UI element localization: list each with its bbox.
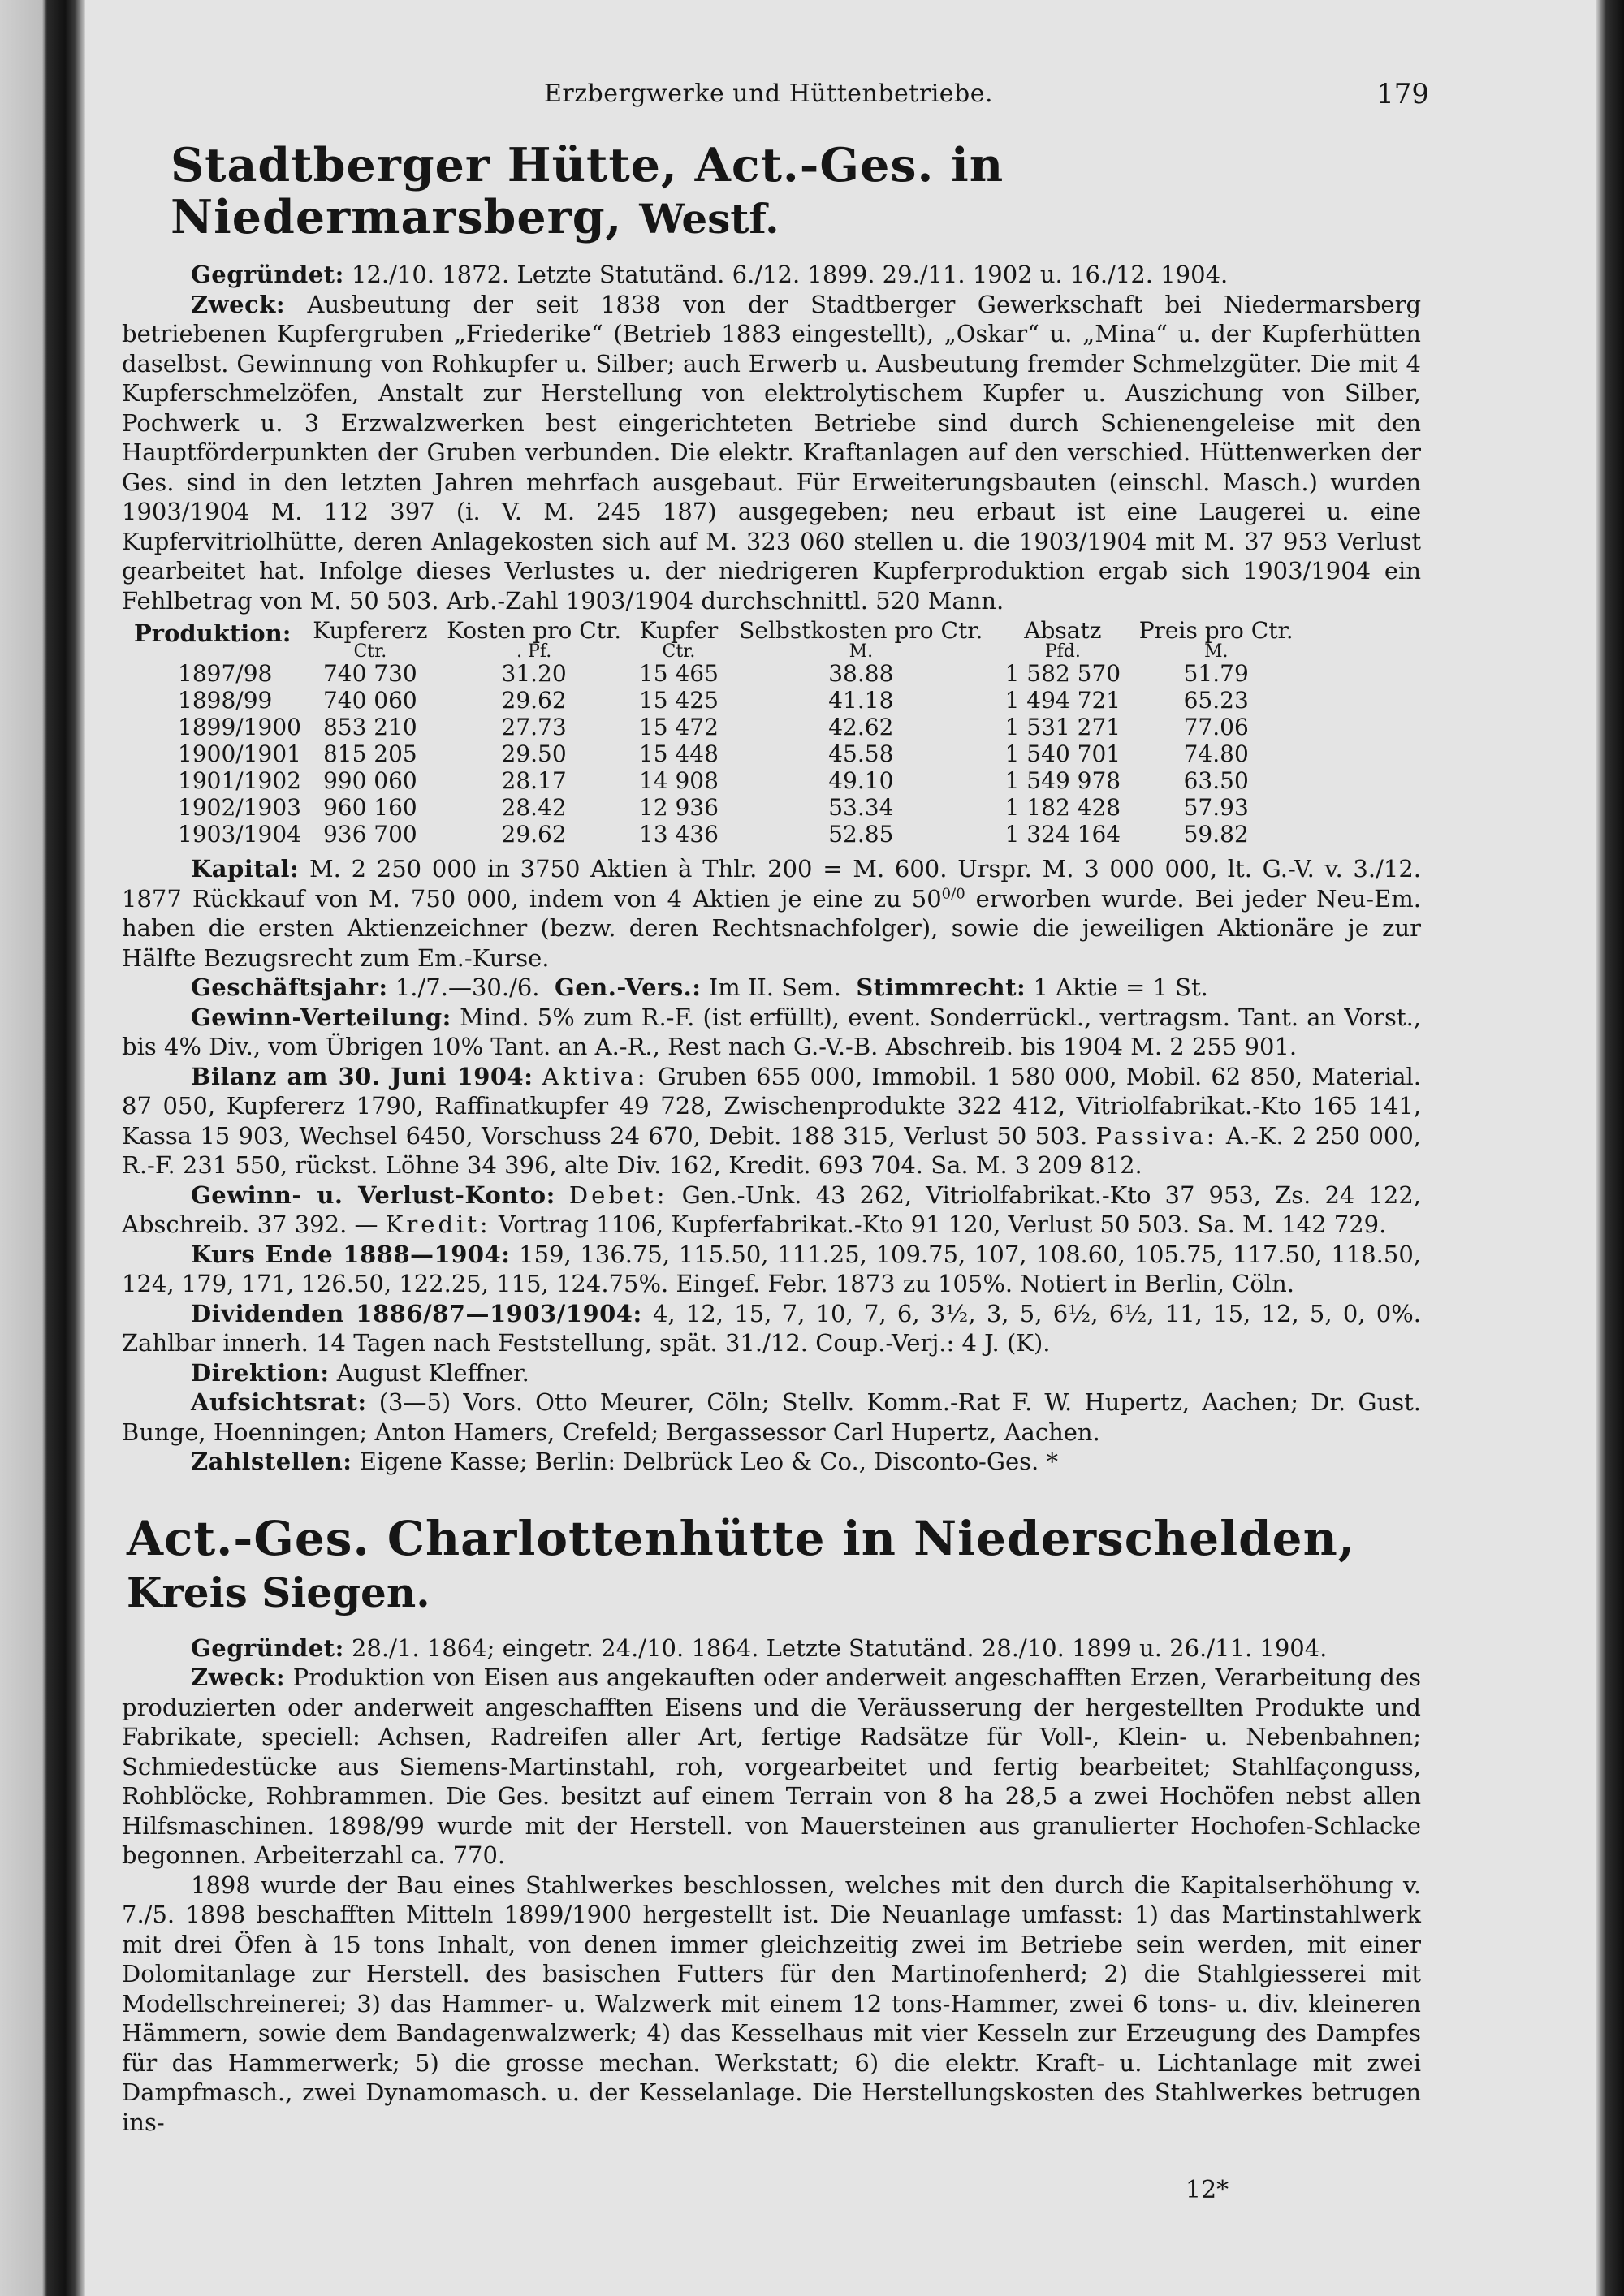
cell-kupfer: 13 436 xyxy=(638,821,719,848)
cell-kosten: 29.62 xyxy=(501,687,567,714)
kurs-entry xyxy=(122,1240,1421,1299)
passiva-text: A.-K. 2 250 000, R.-F. 231 550, rückst. Löhne 34 396, alte Div. 162, Kredit. 693 704. Sa. M. 3 209 812. xyxy=(122,1121,1422,1179)
debet-text: Gen.-Unk. 43 262, Vitriolfabrikat.-Kto 37 953, Zs. 24 122, Abschreib. 37 392. — xyxy=(122,1180,1421,1238)
zweck-label: Zweck: xyxy=(191,1664,286,1691)
cell-kupfer: 15 465 xyxy=(638,660,719,687)
cell-preis: 74.80 xyxy=(1183,740,1249,767)
cell-kosten: 29.62 xyxy=(501,821,567,848)
gewinnverteilung-text: Mind. 5% zum R.-F. (ist erfüllt), event. Sonderrückl., vertragsm. Tant. an Vorst., bis 4% Div., vom Übrigen 10% Tant. an A.-R., Rest nach G.-V.-B. Abschreib. bis 1904 M. 2 255 901. xyxy=(122,1003,1422,1060)
cell-kupfererz: 936 700 xyxy=(322,821,417,848)
cell-year: 1899/1900 xyxy=(178,714,301,740)
percent-sup: 0/0 xyxy=(941,884,965,902)
produktion-label: Produktion: xyxy=(134,619,292,647)
gegruendet-entry xyxy=(122,1634,1421,1664)
table-row xyxy=(175,794,1303,821)
gegruendet-entry xyxy=(122,260,1421,290)
dividenden-label: Dividenden 1886/87—1903/1904: xyxy=(191,1299,642,1327)
cell-year: 1898/99 xyxy=(178,687,273,714)
kredit-text: Vortrag 1106, Kupferfabrikat.-Kto 91 120, Verlust 50 503. Sa. M. 142 729. xyxy=(498,1211,1387,1238)
kapital-label: Kapital: xyxy=(191,855,300,883)
cell-selbstkosten: 42.62 xyxy=(828,714,894,740)
cell-kupfer: 15 472 xyxy=(638,714,719,740)
cell-absatz: 1 324 164 xyxy=(1004,821,1121,848)
cell-absatz: 1 540 701 xyxy=(1004,740,1121,767)
cell-preis: 77.06 xyxy=(1183,714,1249,740)
zweck-text: Produktion von Eisen aus angekauften oder anderweit angeschafften Erzen, Verarbeitung des produzierten oder anderweit angeschafften Eisens und die Veräusserung der hergestellten Produkte und Fabrikate, speciell: Achsen, Radreifen aller Art, fertige Radsätze für Voll-, Klein- u. Nebenbahnen; Schmiedestücke aus Siemens-Martinstahl, roh, vorgearbeitet und fertig bearbeitet; Stahlfaçonguss, Rohblöcke, Rohbrammen. Die Ges. besitzt auf einem Terrain von 8 ha 28,5 a zwei Hochöfen nebst allen Hilfsmaschinen. 1898/99 wurde mit der Herstell. von Mauersteinen aus granulierter Hochofen-Schlacke begonnen. Arbeiterzahl ca. 770. xyxy=(122,1664,1422,1869)
guv-entry xyxy=(122,1180,1421,1240)
cell-absatz: 1 494 721 xyxy=(1004,687,1121,714)
geschaeftsjahr-entry xyxy=(122,973,1421,1003)
cell-kosten: 27.73 xyxy=(501,714,567,740)
col-header-preis xyxy=(1129,617,1303,660)
gewinnverteilung-entry xyxy=(122,1003,1421,1062)
col-unit: . Pf. xyxy=(516,641,552,662)
gegruendet-label: Gegründet: xyxy=(191,1634,344,1662)
cell-kupfer: 14 908 xyxy=(638,767,719,794)
col-name: Selbstkosten pro Ctr. xyxy=(739,617,983,644)
gegruendet-text: 28./1. 1864; eingetr. 24./10. 1864. Letzte Statutänd. 28./10. 1899 u. 26./11. 1904. xyxy=(352,1634,1328,1662)
cell-selbstkosten: 49.10 xyxy=(828,767,894,794)
book-binding-edge-right xyxy=(1596,0,1624,2296)
running-head xyxy=(122,68,1429,117)
zahlstellen-text: Eigene Kasse; Berlin: Delbrück Leo & Co., Disconto-Ges. * xyxy=(359,1448,1058,1475)
cell-absatz: 1 182 428 xyxy=(1004,794,1121,821)
zahlstellen-entry xyxy=(122,1447,1421,1477)
cell-kupfererz: 740 060 xyxy=(322,687,417,714)
aufsichtsrat-entry xyxy=(122,1388,1421,1447)
table-row xyxy=(175,687,1303,714)
company-location: Westf. xyxy=(639,195,780,243)
stahlwerk-paragraph: 1898 wurde der Bau eines Stahlwerkes beschlossen, welches mit den durch die Kapitalserhöhung v. 7./5. 1898 beschafften Mitteln 1899/1900 hergestellt ist. Die Neuanlage umfasst: 1) das Martinstahlwerk mit drei Öfen à 15 tons Inhalt, von denen immer gleichzeitig zwei im Betriebe sein werden, mit einer Dolomitanlage zur Herstell. des basischen Futters für den Martinofenherd; 2) die Stahlgiesserei mit Modellschreinerei; 3) das Hammer- u. Walzwerk mit einem 12 tons-Hammer, zwei 6 tons- u. div. kleineren Hämmern, sowie dem Bandagenwalzwerk; 4) das Kesselhaus mit vier Kesseln zur Erzeugung des Dampfes für das Hammerwerk; 5) die grosse mechan. Werkstatt; 6) die elektr. Kraft- u. Lichtanlage mit zwei Dampfmasch., zwei Dynamomasch. u. der Kesselanlage. Die Herstellungskosten des Stahlwerkes betrugen ins- xyxy=(122,1871,1421,2136)
cell-year: 1900/1901 xyxy=(178,740,301,767)
col-header-selbstkosten xyxy=(725,617,996,660)
cell-preis: 63.50 xyxy=(1183,767,1249,794)
passiva-label: Passiva: xyxy=(1095,1121,1218,1150)
genvers-text: Im II. Sem. xyxy=(708,973,841,1001)
kredit-label: Kredit: xyxy=(385,1211,491,1238)
aufsichtsrat-text: (3—5) Vors. Otto Meurer, Cöln; Stellv. Komm.-Rat F. W. Hupertz, Aachen; Dr. Gust. Bunge, Hoenningen; Anton Hamers, Crefeld; Bergassessor Carl Hupertz, Aachen. xyxy=(122,1388,1421,1446)
col-name: Kupfererz xyxy=(313,617,428,644)
cell-selbstkosten: 53.34 xyxy=(828,794,894,821)
page-number: 179 xyxy=(1376,78,1429,110)
signature-mark: 12* xyxy=(1186,2176,1229,2204)
cell-absatz: 1 582 570 xyxy=(1004,660,1121,687)
aktiva-label: Aktiva: xyxy=(542,1062,649,1090)
direktion-text: August Kleffner. xyxy=(336,1358,529,1387)
col-unit: Ctr. xyxy=(353,641,387,662)
document-page xyxy=(122,68,1429,2260)
cell-kupfer: 15 425 xyxy=(638,687,719,714)
zahlstellen-label: Zahlstellen: xyxy=(191,1448,352,1475)
col-unit: Ctr. xyxy=(662,641,696,662)
col-header-absatz xyxy=(996,617,1129,660)
table-row xyxy=(175,767,1303,794)
col-header-kosten xyxy=(436,617,633,660)
company-location: Kreis Siegen. xyxy=(127,1568,430,1616)
running-head-title: Erzbergwerke und Hüttenbetriebe. xyxy=(544,80,994,108)
cell-selbstkosten: 41.18 xyxy=(828,687,894,714)
bilanz-label: Bilanz am 30. Juni 1904: xyxy=(191,1062,533,1090)
aktiva-text: Gruben 655 000, Immobil. 1 580 000, Mobil. 62 850, Material. 87 050, Kupfererz 1790, Raffinatkupfer 49 728, Zwischenprodukte 322 412, Vitriolfabrikat.-Kto 165 141, Kassa 15 903, Wechsel 6450, Vorschuss 24 670, Debit. 188 315, Verlust 50 503. xyxy=(122,1062,1422,1150)
kurs-label: Kurs Ende 1888—1904: xyxy=(191,1240,511,1268)
produktion-section xyxy=(122,617,1421,848)
company-name: Act.-Ges. Charlottenhütte in Niederschelden, xyxy=(127,1510,1355,1566)
guv-label: Gewinn- u. Verlust-Konto: xyxy=(191,1180,555,1209)
cell-year: 1901/1902 xyxy=(178,767,301,794)
col-header-kupfer xyxy=(633,617,726,660)
cell-kupfererz: 740 730 xyxy=(322,660,417,687)
cell-selbstkosten: 52.85 xyxy=(828,821,894,848)
company-heading-stadtberger xyxy=(171,140,1421,245)
cell-kosten: 28.17 xyxy=(501,767,567,794)
kapital-entry xyxy=(122,854,1421,973)
cell-preis: 57.93 xyxy=(1183,794,1249,821)
kapital-text-cont: erworben wurde. Bei jeder Neu-Em. haben die ersten Aktienzeichner (bezw. deren Rechtsnachfolger), sowie die jeweiligen Aktionäre je zur Hälfte Bezugsrecht zum Em.-Kurse. xyxy=(122,884,1421,972)
cell-preis: 65.23 xyxy=(1183,687,1249,714)
gegruendet-text: 12./10. 1872. Letzte Statutänd. 6./12. 1899. 29./11. 1902 u. 16./12. 1904. xyxy=(352,261,1229,288)
direktion-entry xyxy=(122,1358,1421,1388)
col-name: Preis pro Ctr. xyxy=(1138,617,1294,644)
table-row xyxy=(175,821,1303,848)
cell-year: 1897/98 xyxy=(178,660,273,687)
aufsichtsrat-label: Aufsichtsrat: xyxy=(191,1388,367,1416)
cell-kupfererz: 815 205 xyxy=(322,740,417,767)
geschaeftsjahr-label: Geschäftsjahr: xyxy=(191,973,388,1001)
kurs-text: 159, 136.75, 115.50, 111.25, 109.75, 107, 108.60, 105.75, 117.50, 118.50, 124, 179, 171, 126.50, 122.25, 115, 124.75%. Eingef. Febr. 1873 zu 105%. Notiert in Berlin, Cöln. xyxy=(122,1240,1422,1297)
cell-kupfer: 15 448 xyxy=(638,740,719,767)
col-name: Kosten pro Ctr. xyxy=(447,617,622,644)
cell-kupfererz: 853 210 xyxy=(322,714,417,740)
direktion-label: Direktion: xyxy=(191,1358,330,1387)
book-binding-edge-left xyxy=(0,0,85,2296)
col-unit: M. xyxy=(849,641,874,662)
gegruendet-label: Gegründet: xyxy=(191,261,344,288)
table-row xyxy=(175,714,1303,740)
cell-absatz: 1 549 978 xyxy=(1004,767,1121,794)
cell-preis: 59.82 xyxy=(1183,821,1249,848)
col-unit: M. xyxy=(1203,641,1229,662)
table-row xyxy=(175,740,1303,767)
dividenden-entry xyxy=(122,1299,1421,1358)
cell-kupfererz: 960 160 xyxy=(322,794,417,821)
cell-year: 1902/1903 xyxy=(178,794,301,821)
gewinnverteilung-label: Gewinn-Verteilung: xyxy=(191,1003,451,1031)
genvers-label: Gen.-Vers.: xyxy=(554,973,702,1001)
kapital-text: M. 2 250 000 in 3750 Aktien à Thlr. 200 = M. 600. Urspr. M. 3 000 000, lt. G.-V. v. 3./12. 1877 Rückkauf von M. 750 000, indem von 4 Aktien je eine zu 50 xyxy=(122,855,1421,913)
zweck-text: Ausbeutung der seit 1838 von der Stadtberger Gewerkschaft bei Niedermarsberg betriebenen Kupfergruben „Friederike“ (Betrieb 1883 eingestellt), „Oskar“ u. „Mina“ u. der Kupferhütten daselbst. Gewinnung von Rohkupfer u. Silber; auch Erwerb u. Ausbeutung fremder Schmelzgüter. Die mit 4 Kupferschmelzöfen, Anstalt zur Herstellung von elektrolytischem Kupfer u. Auszichung von Silber, Pochwerk u. 3 Erzwalzwerken best eingerichteten Betriebe sind durch Schienengeleise mit den Hauptförderpunkten der Gruben verbunden. Die elektr. Kraftanlagen auf den verschied. Hüttenwerken der Ges. sind in den letzten Jahren mehrfach ausgebaut. Für Erweiterungsbauten (einschl. Masch.) wurden 1903/1904 M. 112 397 (i. V. M. 245 187) ausgegeben; neu erbaut ist eine Laugerei u. eine Kupfervitriolhütte, deren Anlagekosten sich auf M. 323 060 stellen u. die 1903/1904 mit M. 37 953 Verlust gearbeitet hat. Infolge dieses Verlustes u. der niedrigeren Kupferproduktion ergab sich 1903/1904 ein Fehlbetrag von M. 50 503. Arb.-Zahl 1903/1904 durchschnittl. 520 Mann. xyxy=(122,290,1422,615)
cell-preis: 51.79 xyxy=(1183,660,1249,687)
production-header-row xyxy=(175,617,1303,660)
geschaeftsjahr-text: 1./7.—30./6. xyxy=(395,973,540,1001)
col-name: Kupfer xyxy=(639,617,719,644)
cell-absatz: 1 531 271 xyxy=(1004,714,1121,740)
zweck-label: Zweck: xyxy=(191,290,286,318)
production-table xyxy=(175,617,1303,848)
table-row xyxy=(175,660,1303,687)
col-unit: Pfd. xyxy=(1044,641,1081,662)
cell-kosten: 29.50 xyxy=(501,740,567,767)
cell-kosten: 31.20 xyxy=(501,660,567,687)
cell-kupfererz: 990 060 xyxy=(322,767,417,794)
col-name: Absatz xyxy=(1024,617,1102,644)
company-heading-charlottenhuette xyxy=(127,1510,1421,1619)
company-name: Stadtberger Hütte, Act.-Ges. in Niedermarsberg, xyxy=(171,138,1004,244)
col-header-kupfererz xyxy=(304,617,436,660)
zweck-entry xyxy=(122,1663,1421,1871)
cell-selbstkosten: 45.58 xyxy=(828,740,894,767)
cell-kupfer: 12 936 xyxy=(638,794,719,821)
debet-label: Debet: xyxy=(568,1180,668,1209)
bilanz-entry xyxy=(122,1062,1421,1180)
cell-year: 1903/1904 xyxy=(178,821,301,848)
zweck-entry xyxy=(122,290,1421,616)
stimmrecht-label: Stimmrecht: xyxy=(856,973,1026,1001)
stimmrecht-text: 1 Aktie = 1 St. xyxy=(1033,973,1208,1001)
dividenden-text: 4, 12, 15, 7, 10, 7, 6, 3½, 3, 5, 6½, 6½, 11, 15, 12, 5, 0, 0%. Zahlbar innerh. 14 Tagen nach Feststellung, spät. 31./12. Coup.-Verj.: 4 J. (K). xyxy=(122,1299,1422,1357)
cell-selbstkosten: 38.88 xyxy=(828,660,894,687)
cell-kosten: 28.42 xyxy=(501,794,567,821)
